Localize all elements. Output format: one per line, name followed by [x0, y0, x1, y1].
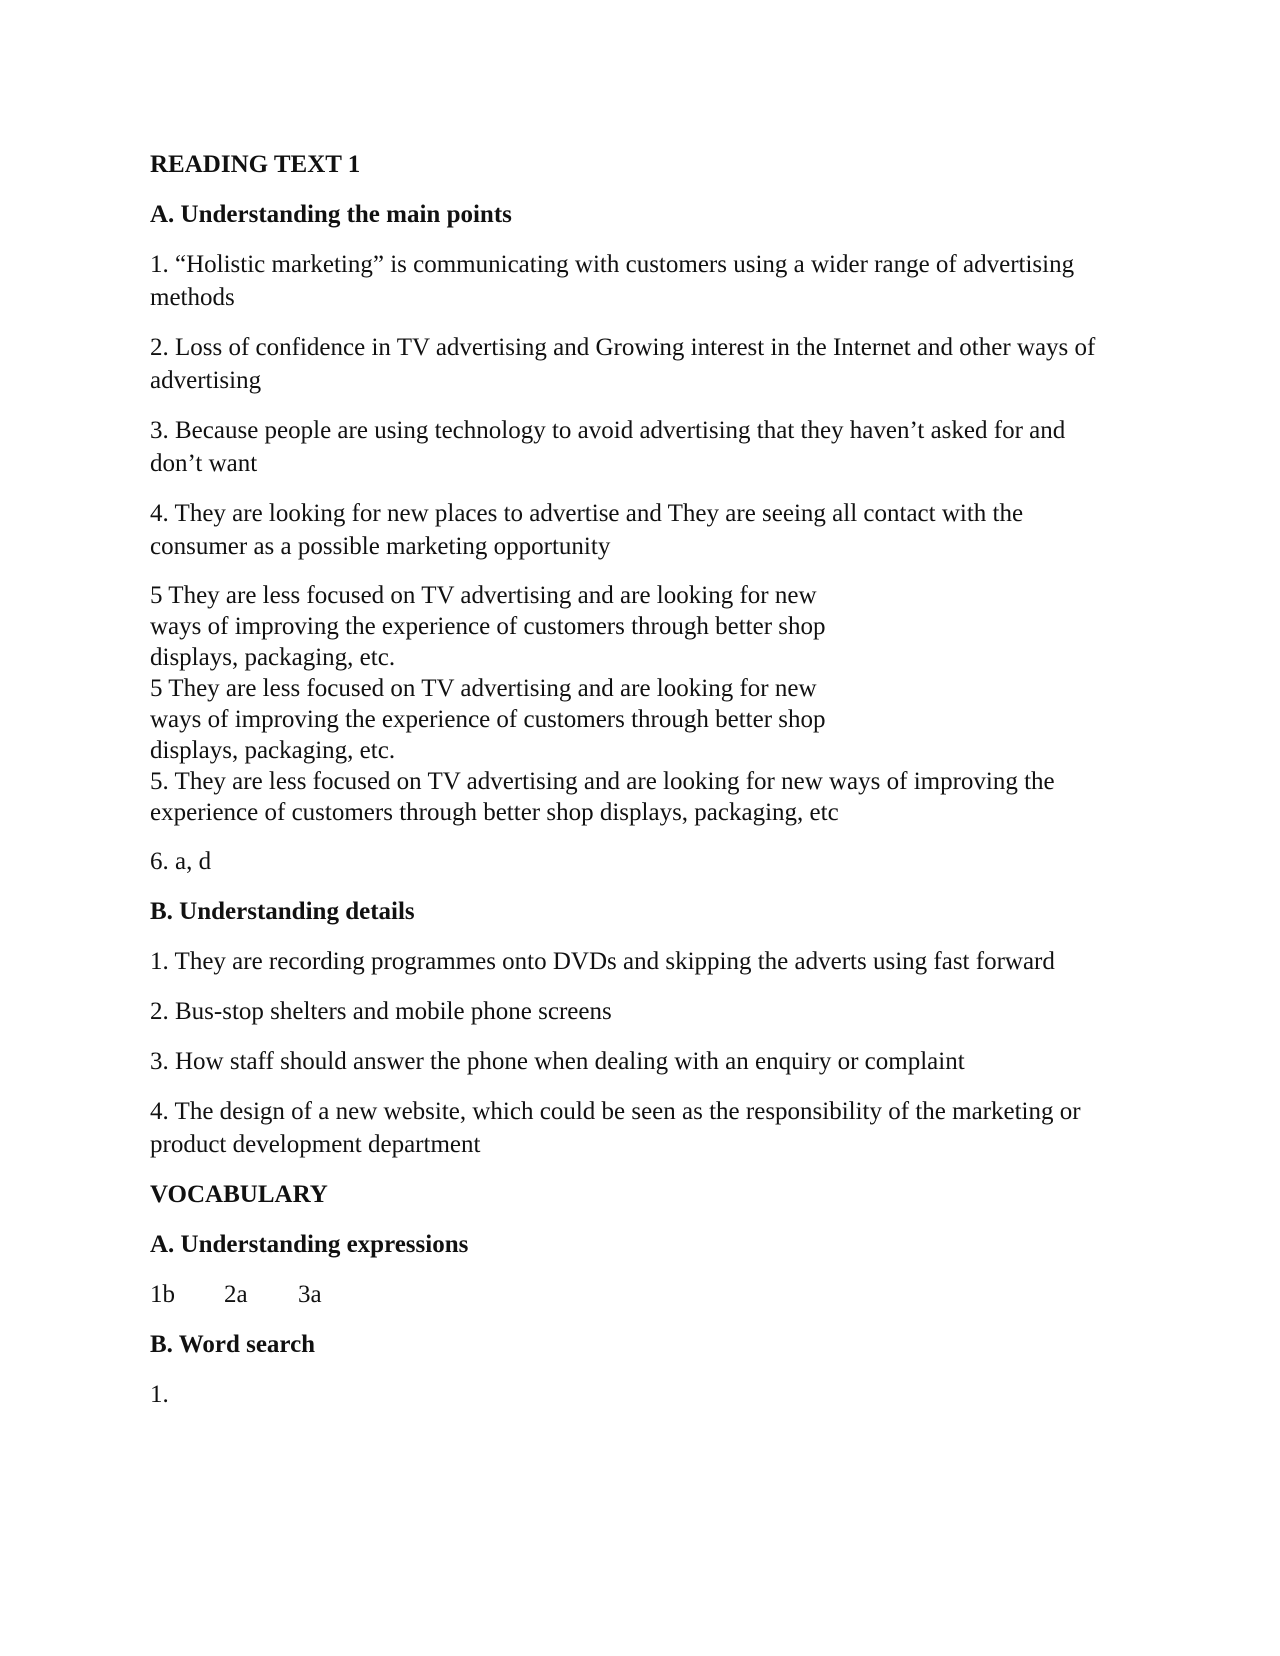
- vocabulary-title: VOCABULARY: [150, 1181, 328, 1208]
- answer-a-5-draft-line: 5 They are less focused on TV advertising and are looking for new: [150, 675, 817, 702]
- answer-a-5-draft-line: displays, packaging, etc.: [150, 737, 396, 764]
- vocab-answer: 1b: [150, 1281, 175, 1308]
- answer-b-3: 3. How staff should answer the phone when dealing with an enquiry or complaint: [150, 1048, 965, 1075]
- answer-a-5-draft-line: displays, packaging, etc.: [150, 644, 396, 671]
- answer-a-5-draft-line: ways of improving the experience of customers through better shop: [150, 613, 826, 640]
- reading-title: READING TEXT 1: [150, 151, 361, 178]
- answer-a-5-draft-line: ways of improving the experience of customers through better shop: [150, 706, 826, 733]
- vocab-b-1: 1.: [150, 1381, 169, 1408]
- answer-b-2: 2. Bus-stop shelters and mobile phone screens: [150, 998, 612, 1025]
- answer-a-5-final: 5. They are less focused on TV advertising and are looking for new ways of improving the experience of customers through better shop displays, packaging, etc: [150, 768, 1055, 826]
- answer-a-2: 2. Loss of confidence in TV advertising and Growing interest in the Internet and other ways of advertising: [150, 334, 1096, 394]
- vocab-b-heading: B. Word search: [150, 1331, 316, 1358]
- answer-a-6: 6. a, d: [150, 848, 212, 875]
- vocab-a-heading: A. Understanding expressions: [150, 1231, 469, 1258]
- answer-a-4: 4. They are looking for new places to advertise and They are seeing all contact with the consumer as a possible marketing opportunity: [150, 500, 1024, 560]
- answer-a-5-draft-line: 5 They are less focused on TV advertising and are looking for new: [150, 582, 817, 609]
- answer-a-3: 3. Because people are using technology to avoid advertising that they haven’t asked for and don’t want: [150, 417, 1066, 477]
- document-page: [150, 148, 1110, 1428]
- answer-b-4: 4. The design of a new website, which could be seen as the responsibility of the marketing or product development department: [150, 1098, 1081, 1158]
- section-a-heading: A. Understanding the main points: [150, 201, 512, 228]
- vocab-answer: 2a: [224, 1281, 248, 1308]
- vocab-a-answers: [150, 1278, 1110, 1311]
- section-b-heading: B. Understanding details: [150, 898, 415, 925]
- answer-b-1: 1. They are recording programmes onto DVDs and skipping the adverts using fast forward: [150, 948, 1055, 975]
- answer-a-1: 1. “Holistic marketing” is communicating with customers using a wider range of advertising methods: [150, 251, 1075, 311]
- answer-a-5-block: [150, 580, 1110, 828]
- vocab-answer: 3a: [298, 1281, 322, 1308]
